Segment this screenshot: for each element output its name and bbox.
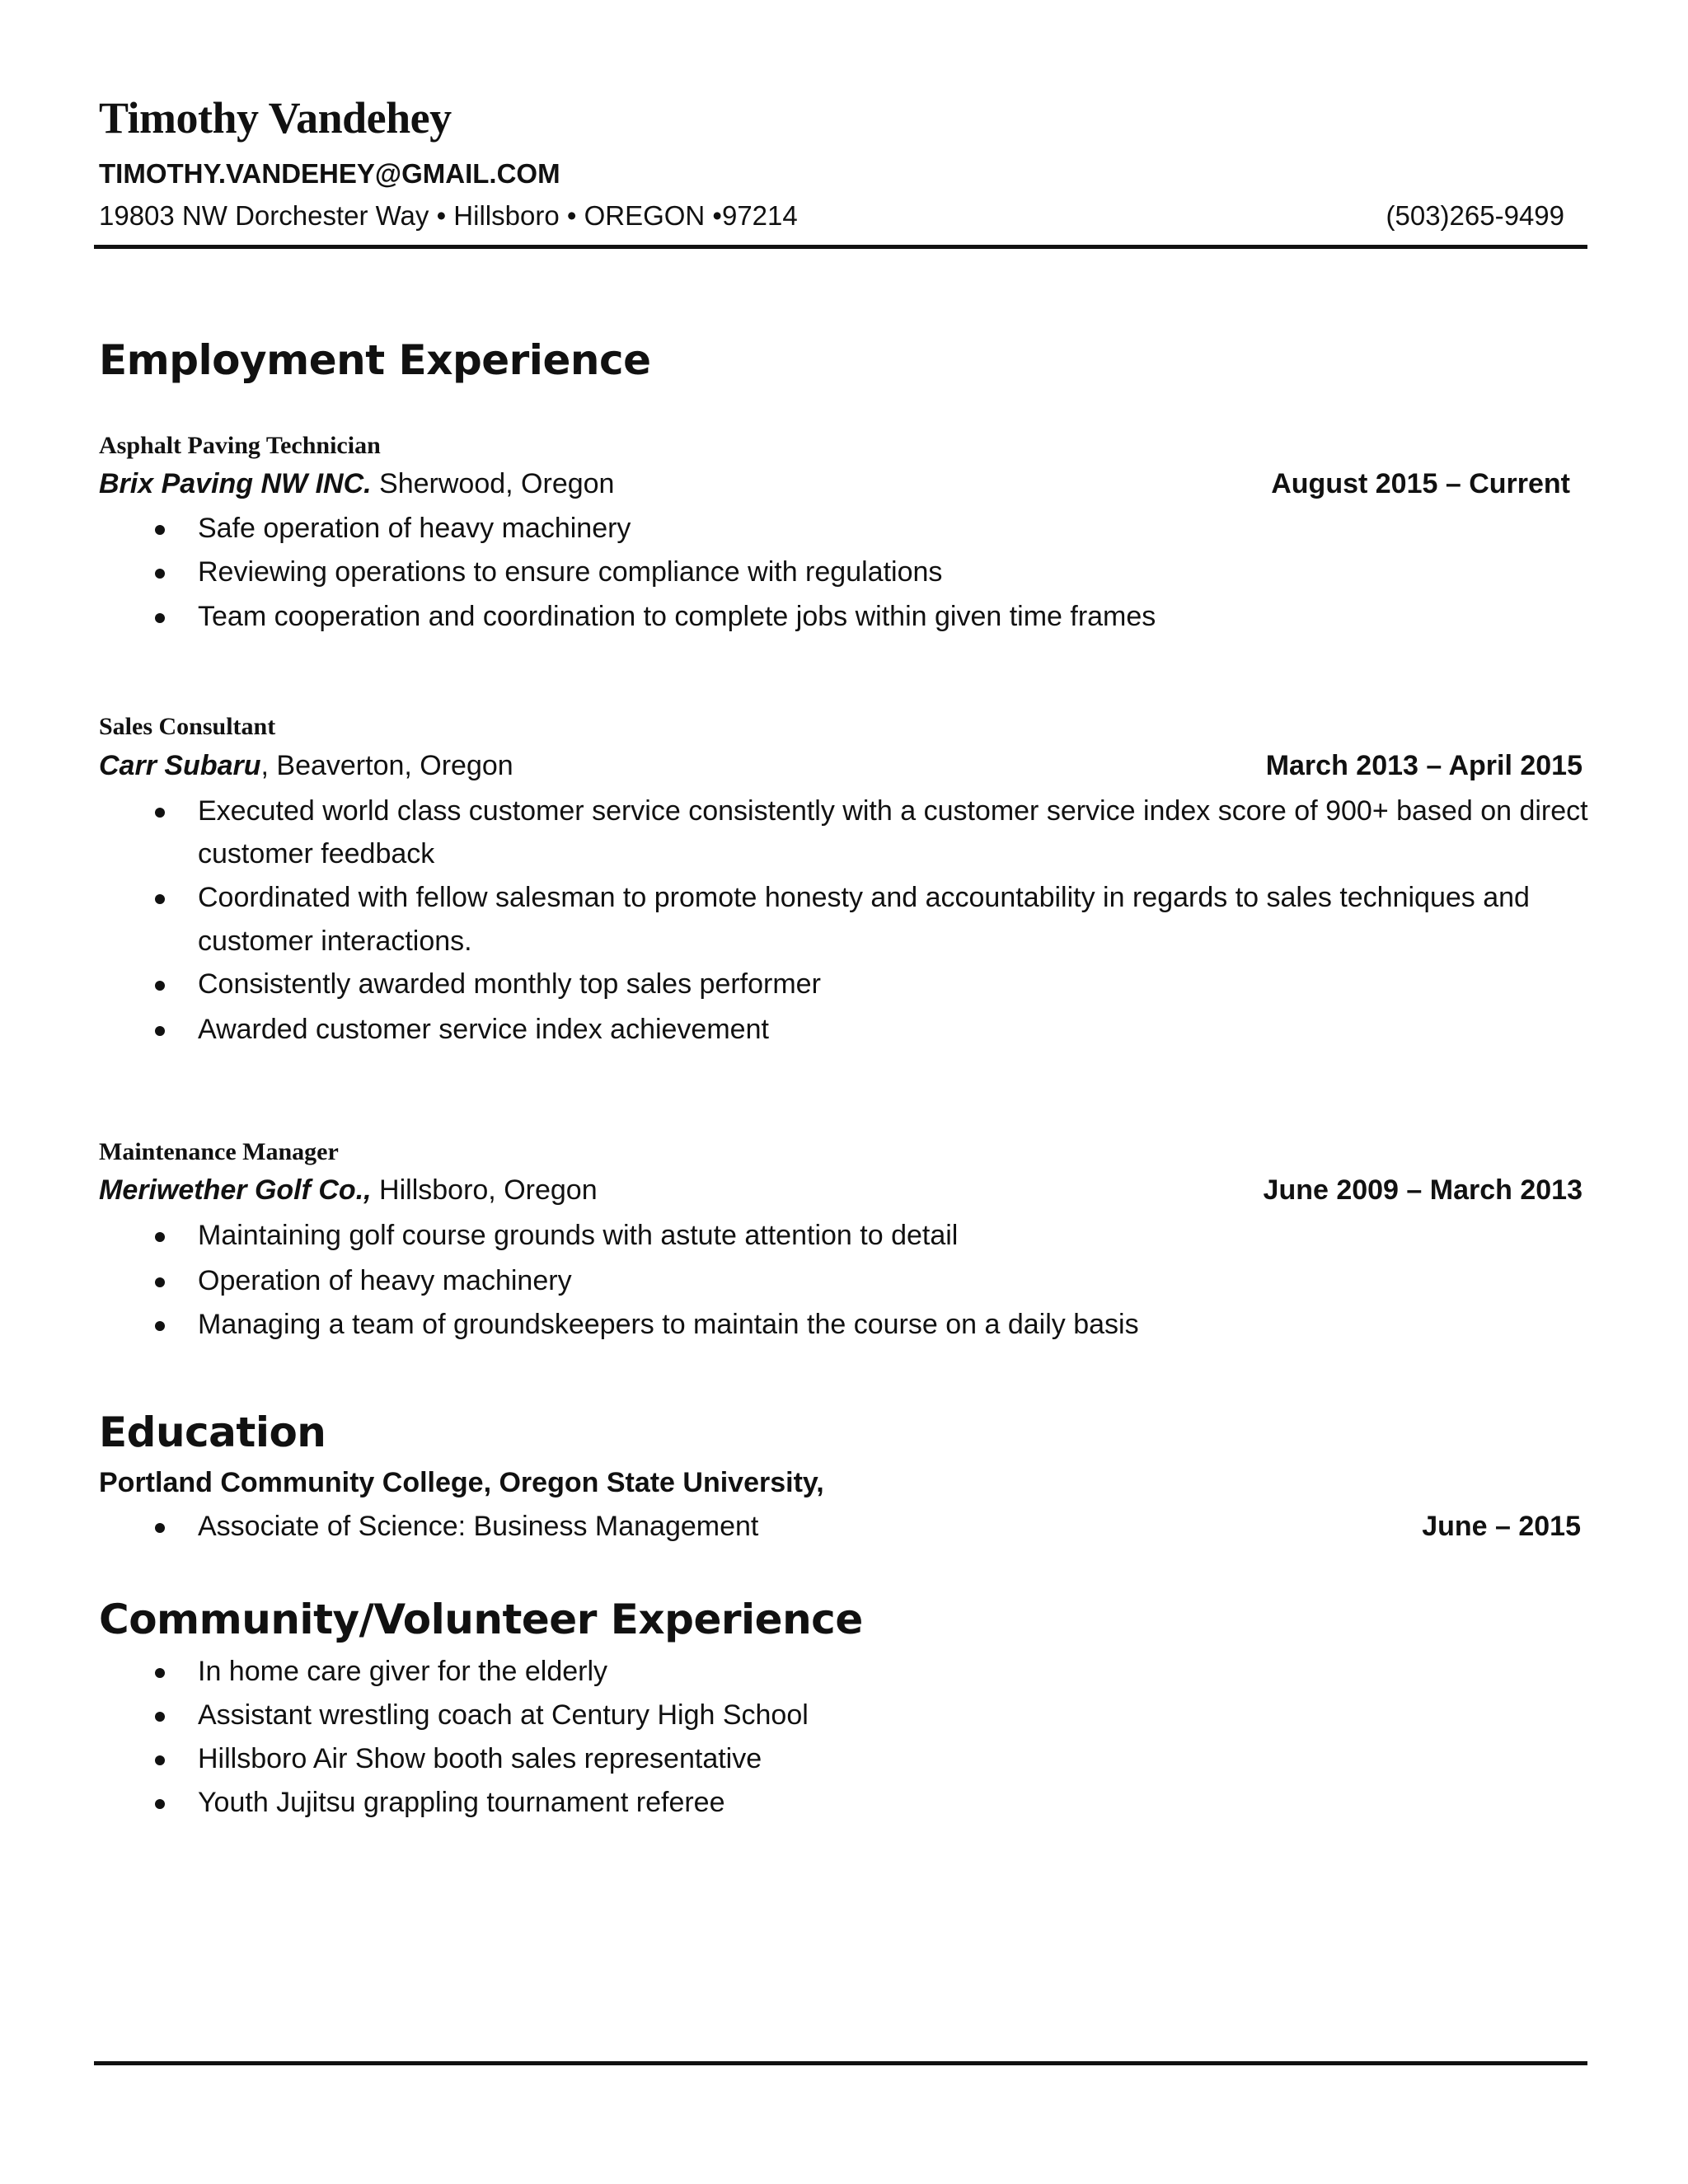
list-item: Reviewing operations to ensure compliance with regulations <box>198 556 943 588</box>
list-item: Hillsboro Air Show booth sales representative <box>198 1743 762 1774</box>
list-item: Operation of heavy machinery <box>198 1265 572 1296</box>
section-heading-employment: Employment Experience <box>99 336 651 384</box>
school-name: Portland Community College, Oregon State University, <box>99 1467 824 1498</box>
list-item: In home care giver for the elderly <box>198 1656 608 1687</box>
job-employer-line <box>99 1174 598 1207</box>
job-title: Sales Consultant <box>99 713 276 740</box>
education-dates: June – 2015 <box>1422 1511 1581 1542</box>
list-item: Executed world class customer service consistently with a customer service index score of 900+ based on direct <box>198 795 1588 827</box>
bullet-icon <box>155 1277 165 1287</box>
bullet-icon <box>155 525 165 535</box>
bullet-icon <box>155 808 165 818</box>
address-text: 19803 NW Dorchester Way • Hillsboro • OREGON •97214 <box>99 200 798 231</box>
employer-name: Brix Paving NW INC. <box>99 468 372 499</box>
phone-text: (503)265-9499 <box>1386 200 1564 231</box>
bullet-icon <box>155 1026 165 1036</box>
header-divider <box>94 245 1587 249</box>
bullet-icon <box>155 1712 165 1722</box>
section-heading-community: Community/Volunteer Experience <box>99 1596 863 1643</box>
job-employer-line <box>99 750 513 782</box>
section-heading-education: Education <box>99 1408 326 1456</box>
list-item: Youth Jujitsu grappling tournament referee <box>198 1787 725 1818</box>
list-item: Maintaining golf course grounds with astute attention to detail <box>198 1220 959 1251</box>
employer-location: , Beaverton, Oregon <box>260 750 513 781</box>
resume-name: Timothy Vandehey <box>99 93 452 143</box>
list-item: Safe operation of heavy machinery <box>198 513 631 544</box>
list-item: Awarded customer service index achievement <box>198 1014 769 1045</box>
job-title: Asphalt Paving Technician <box>99 432 381 459</box>
bullet-icon <box>155 1799 165 1809</box>
email-text: TIMOTHY.VANDEHEY@GMAIL.COM <box>99 158 560 189</box>
bullet-icon <box>155 569 165 579</box>
list-item: Associate of Science: Business Management <box>198 1511 759 1542</box>
bullet-icon <box>155 1232 165 1242</box>
employer-name: Meriwether Golf Co., <box>99 1174 372 1206</box>
job-dates: August 2015 – Current <box>1271 468 1570 499</box>
list-item: Assistant wrestling coach at Century High School <box>198 1699 809 1731</box>
job-dates: June 2009 – March 2013 <box>1263 1174 1582 1206</box>
list-item-continuation: customer interactions. <box>198 926 472 957</box>
job-dates: March 2013 – April 2015 <box>1265 750 1582 781</box>
list-item: Team cooperation and coordination to complete jobs within given time frames <box>198 601 1156 632</box>
employer-name: Carr Subaru <box>99 750 261 781</box>
employer-location: Hillsboro, Oregon <box>371 1174 598 1206</box>
list-item: Consistently awarded monthly top sales performer <box>198 968 821 1000</box>
bullet-icon <box>155 1523 165 1533</box>
bullet-icon <box>155 1321 165 1331</box>
employer-location: Sherwood, Oregon <box>371 468 615 499</box>
list-item: Managing a team of groundskeepers to maintain the course on a daily basis <box>198 1309 1139 1340</box>
bullet-icon <box>155 1755 165 1765</box>
bullet-icon <box>155 894 165 904</box>
bullet-icon <box>155 613 165 623</box>
job-employer-line <box>99 468 614 500</box>
footer-divider <box>94 2061 1587 2065</box>
bullet-icon <box>155 1668 165 1678</box>
job-title: Maintenance Manager <box>99 1138 339 1165</box>
bullet-icon <box>155 981 165 991</box>
list-item: Coordinated with fellow salesman to promote honesty and accountability in regards to sales techniques and <box>198 882 1530 913</box>
list-item-continuation: customer feedback <box>198 838 435 869</box>
